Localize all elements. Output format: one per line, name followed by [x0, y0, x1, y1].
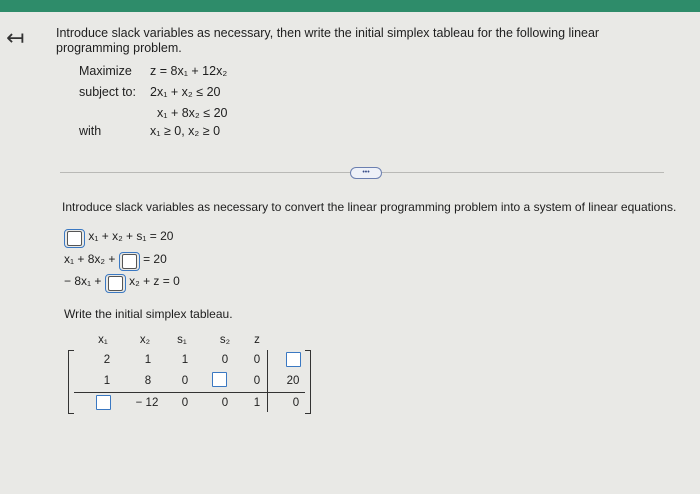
top-bar: [0, 0, 700, 12]
objective-function: z = 8x₁ + 12x₂: [150, 64, 228, 78]
cell-r1-c2: 1: [144, 354, 152, 366]
equation-3-left: − 8x₁ +: [64, 274, 102, 288]
header-z: z: [254, 334, 260, 346]
equation-2: [64, 252, 167, 271]
tableau-input-r1-c6[interactable]: [286, 352, 301, 367]
equation-1-text: x₁ + x₂ + s₁ = 20: [88, 229, 174, 243]
answer-box-eq2[interactable]: [119, 252, 140, 271]
cell-r3-c6: 0: [292, 397, 300, 409]
equation-1: [64, 229, 173, 248]
maximize-label: Maximize: [79, 64, 132, 78]
header-x1: x₁: [98, 334, 108, 346]
matrix-objective-line: [74, 392, 305, 393]
answer-input-eq3[interactable]: [108, 276, 123, 291]
cell-r1-c3: 1: [181, 354, 189, 366]
with-label: with: [79, 124, 102, 138]
cell-r1-c4: 0: [221, 354, 229, 366]
cell-r2-c5: 0: [253, 375, 261, 387]
part2-instruction: Write the initial simplex tableau.: [64, 307, 233, 321]
subject-to-label: subject to:: [79, 85, 136, 99]
equation-2-right: = 20: [143, 252, 167, 266]
matrix-left-bracket: [68, 350, 74, 414]
question-text: Introduce slack variables as necessary, then write the initial simplex tableau for the following linear programming problem.: [56, 26, 600, 55]
cell-r1-c5: 0: [253, 354, 261, 366]
part1-instruction: Introduce slack variables as necessary to convert the linear programming problem into a system of linear equations.: [62, 200, 677, 214]
tableau-input-r3-c1[interactable]: [96, 395, 111, 410]
header-x2: x₂: [139, 334, 151, 346]
constraint-2: x₁ + 8x₂ ≤ 20: [157, 106, 228, 120]
cell-r3-c3: 0: [181, 397, 189, 409]
cell-r2-c3: 0: [181, 375, 189, 387]
expand-more-button[interactable]: •••: [350, 167, 382, 179]
cell-r3-c2: − 12: [135, 397, 159, 409]
equation-3: [64, 274, 180, 293]
tableau-input-r2-c4[interactable]: [212, 372, 227, 387]
cell-r3-c4: 0: [221, 397, 229, 409]
header-s2: s₂: [219, 334, 231, 346]
cell-r3-c5: 1: [253, 397, 261, 409]
equation-2-left: x₁ + 8x₂ +: [64, 252, 116, 266]
answer-input-eq2[interactable]: [122, 254, 137, 269]
equation-3-right: x₂ + z = 0: [129, 274, 180, 288]
cell-r2-c6: 20: [286, 375, 300, 387]
cell-r2-c1: 1: [103, 375, 111, 387]
answer-input-eq1[interactable]: [67, 231, 82, 246]
back-arrow-icon[interactable]: ↤: [6, 25, 25, 50]
constraint-1: 2x₁ + x₂ ≤ 20: [150, 85, 221, 99]
nonnegativity-constraints: x₁ ≥ 0, x₂ ≥ 0: [150, 124, 221, 138]
cell-r1-c1: 2: [103, 354, 111, 366]
header-s1: s₁: [177, 334, 187, 346]
cell-r2-c2: 8: [144, 375, 152, 387]
answer-box-eq1[interactable]: [64, 229, 85, 248]
answer-box-eq3[interactable]: [105, 274, 126, 293]
